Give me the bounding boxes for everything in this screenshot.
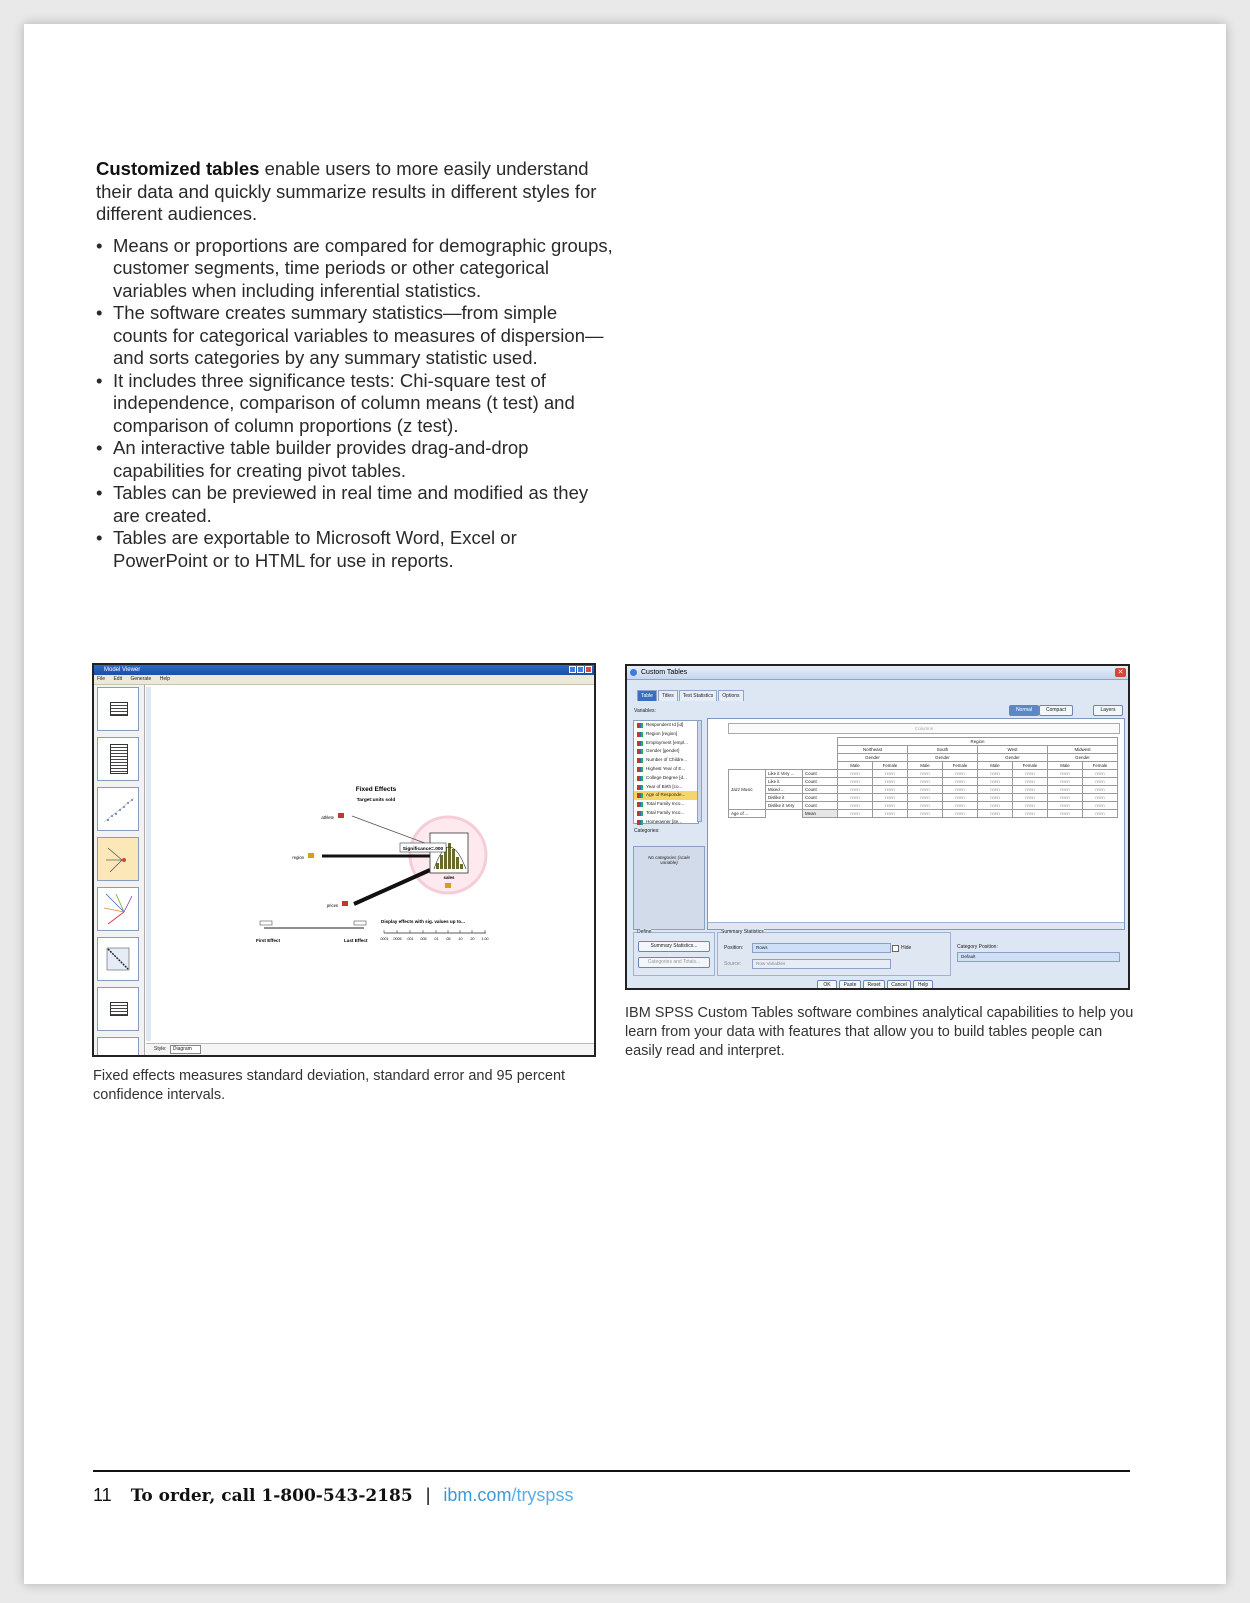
table-cell: nnnn (978, 802, 1013, 810)
region-column: Midwest (1048, 746, 1118, 754)
predictor-icon (338, 813, 344, 818)
menu-file[interactable]: File (97, 676, 106, 682)
predictor-icon (342, 901, 348, 906)
variable-item[interactable]: Gender [gender] (634, 747, 698, 756)
summary-statistics-button[interactable]: Summary Statistics... (638, 941, 710, 952)
source-label: Source: (724, 961, 742, 967)
table-icon (110, 744, 128, 774)
slider-left-handle[interactable] (260, 921, 272, 925)
table-row (729, 810, 1118, 818)
custom-tables-titlebar (627, 666, 1128, 680)
table-cell: nnnn (908, 794, 943, 802)
sig-tick-label: .10 (457, 937, 463, 941)
row-group-label: Jazz Music (729, 770, 766, 810)
table-cell: nnnn (908, 786, 943, 794)
table-cell: nnnn (1048, 802, 1083, 810)
feature-bullet: • The software creates summary statistics—from simple counts for categorical variables to measures of dispersion—and sorts categories by any summary statistic used. (96, 302, 616, 370)
table-cell: nnnn (978, 794, 1013, 802)
table-cell: nnnn (943, 770, 978, 778)
diagram-subtitle: Target:units sold (356, 798, 396, 803)
table-cell: nnnn (1083, 794, 1118, 802)
table-cell: nnnn (873, 770, 908, 778)
table-cell: nnnn (873, 802, 908, 810)
sex-column: Male (908, 762, 943, 770)
left-caption: Fixed effects measures standard deviation, standard error and 95 percent confidence intervals. (93, 1068, 566, 1103)
table-preview (728, 737, 1118, 818)
thumbnail-scrollbar[interactable] (146, 687, 151, 1041)
sex-column: Female (873, 762, 908, 770)
table-cell: nnnn (1083, 770, 1118, 778)
variable-item[interactable]: Number of Childre... (634, 756, 698, 765)
model-viewer-statusbar (146, 1043, 594, 1055)
table-cell: nnnn (1083, 778, 1118, 786)
intro-lead-text: enable users to more easily understand their data and quickly summarize results in different styles for different audiences. (96, 158, 597, 224)
slider-first-effect: First Effect (256, 938, 280, 943)
predictor-region: region (292, 855, 304, 860)
stat-label: Count (803, 770, 838, 778)
sig-tick-label: .05 (445, 937, 451, 941)
gender-header: Gender (838, 754, 908, 762)
sig-tick-label: .005 (419, 937, 427, 941)
footer (93, 1485, 573, 1506)
view-thumbnail[interactable] (97, 937, 139, 981)
table-row (729, 794, 1118, 802)
table-cell: nnnn (908, 770, 943, 778)
model-viewer-menubar (94, 675, 594, 685)
significance-filter-label: Display effects with sig. values up to... (381, 919, 465, 924)
table-icon (110, 702, 128, 716)
effects-diagram-thumbnail-icon (98, 838, 138, 880)
close-icon[interactable] (585, 666, 592, 673)
stat-label: Count (803, 794, 838, 802)
sig-tick-label: .20 (469, 937, 475, 941)
spss-app-icon (630, 669, 637, 676)
table-cell: nnnn (978, 770, 1013, 778)
variable-item[interactable]: Homeowner [ite... (634, 818, 698, 827)
feature-bullet: • Means or proportions are compared for demographic groups, customer segments, time periods or other categorical variables when including inferential statistics. (96, 235, 616, 303)
region-column: Northeast (838, 746, 908, 754)
variable-item-selected[interactable]: Age of Responde... (634, 791, 698, 800)
menu-help[interactable]: Help (159, 676, 171, 682)
position-label: Position: (724, 945, 744, 951)
window-controls (569, 666, 592, 673)
row-label: Dislike it Very (766, 802, 803, 810)
row-label: Dislike it (766, 794, 803, 802)
table-cell: nnnn (908, 778, 943, 786)
slider-last-effect: Last Effect (344, 938, 368, 943)
paste-button[interactable]: Paste (839, 980, 861, 990)
feature-list (96, 235, 616, 573)
style-label: Style: (154, 1046, 167, 1052)
table-cell: nnnn (1048, 778, 1083, 786)
summary-statistics-group (717, 929, 951, 976)
table-cell: nnnn (1083, 802, 1118, 810)
table-cell: nnnn (943, 794, 978, 802)
view-compact-button[interactable]: Compact (1039, 705, 1073, 716)
tab-options[interactable]: Options (718, 690, 743, 701)
table-cell: nnnn (943, 786, 978, 794)
model-viewer-title: Model Viewer (104, 667, 141, 673)
categories-totals-button[interactable]: Categories and Totals... (638, 957, 710, 968)
variables-scrollbar[interactable] (697, 720, 702, 822)
fan-thumbnail-icon (98, 888, 138, 930)
row-label: Like it (766, 778, 803, 786)
canvas-horizontal-scrollbar[interactable] (708, 922, 1124, 929)
page-number: 11 (93, 1485, 112, 1505)
table-cell: nnnn (1048, 786, 1083, 794)
hide-label: Hide (901, 945, 912, 951)
effect-line-prices (354, 870, 430, 904)
sig-tick-label: .01 (433, 937, 439, 941)
reset-button[interactable]: Reset (863, 980, 885, 990)
view-normal-button[interactable]: Normal (1009, 705, 1039, 716)
view-thumbnail[interactable] (97, 737, 139, 781)
view-thumbnail[interactable] (97, 987, 139, 1031)
variable-item[interactable]: Respondent Id [id] (634, 721, 698, 730)
cancel-button[interactable]: Cancel (887, 980, 911, 990)
website-domain: ibm.com (443, 1485, 512, 1505)
menu-generate[interactable]: Generate (130, 676, 152, 682)
menu-edit[interactable]: Edit (113, 676, 123, 682)
sig-tick-label: .0005 (392, 937, 402, 941)
footer-separator: | (425, 1485, 431, 1505)
model-viewer-titlebar (94, 665, 594, 675)
sex-column: Male (838, 762, 873, 770)
stat-label: Count (803, 802, 838, 810)
intro-paragraph (96, 158, 616, 226)
model-viewer-screenshot (92, 663, 596, 1057)
view-thumbnail[interactable] (97, 1037, 139, 1057)
view-thumbnail-strip (94, 685, 145, 1055)
table-canvas[interactable] (707, 718, 1125, 930)
table-row (729, 770, 1118, 778)
significance-ticks (384, 930, 485, 933)
categories-label: Categories: (634, 828, 660, 834)
variable-item[interactable]: Total Family Inco... (634, 809, 698, 818)
significance-label: Significance=.000 (402, 847, 444, 852)
feature-bullet: • Tables are exportable to Microsoft Word, Excel or PowerPoint or to HTML for use in reports. (96, 527, 616, 572)
table-row (729, 802, 1118, 810)
feature-bullet: • It includes three significance tests: Chi-square test of independence, comparison of column means (t test) and comparison of column proportions (z test). (96, 370, 616, 438)
variable-item[interactable]: College Degree [d... (634, 774, 698, 783)
region-column: West (978, 746, 1048, 754)
table-cell: nnnn (943, 802, 978, 810)
view-thumbnail-selected[interactable] (97, 837, 139, 881)
region-column: South (908, 746, 978, 754)
table-cell: nnnn (943, 778, 978, 786)
tab-table[interactable]: Table (637, 690, 657, 701)
gender-header: Gender (1048, 754, 1118, 762)
sig-tick-label: .001 (406, 937, 414, 941)
variable-item[interactable]: Region [region] (634, 730, 698, 739)
website-path: /tryspss (511, 1485, 574, 1505)
sig-tick-label: .0001 (379, 937, 389, 941)
table-cell: nnnn (838, 810, 873, 818)
summary-statistics-label: Summary Statistics (721, 929, 764, 935)
sig-tick-label: 1.00 (481, 937, 489, 941)
stat-label: Mean (803, 810, 838, 818)
sex-column: Female (1013, 762, 1048, 770)
variable-item[interactable]: Highest Year of E... (634, 765, 698, 774)
table-cell: nnnn (1013, 802, 1048, 810)
feature-bullet: • An interactive table builder provides drag-and-drop capabilities for creating pivot tables. (96, 437, 616, 482)
table-cell: nnnn (838, 786, 873, 794)
stat-label: Count (803, 778, 838, 786)
category-position-label: Category Position: (957, 944, 998, 950)
table-cell: nnnn (838, 778, 873, 786)
categories-empty-text: No categories (scale variable) (648, 855, 690, 865)
variable-item[interactable]: Total Family Inco... (634, 800, 698, 809)
table-cell: nnnn (943, 810, 978, 818)
feature-bullet: • Tables can be previewed in real time and modified as they are created. (96, 482, 616, 527)
intro-section (96, 158, 616, 572)
page-sheet (24, 24, 1226, 1584)
sex-column: Male (1048, 762, 1083, 770)
gender-header: Gender (908, 754, 978, 762)
categories-panel (633, 846, 705, 930)
row-label: Mixed ... (766, 786, 803, 794)
view-thumbnail[interactable] (97, 787, 139, 831)
table-row (729, 778, 1118, 786)
view-thumbnail[interactable] (97, 887, 139, 931)
custom-tables-screenshot (625, 664, 1130, 990)
table-cell: nnnn (1013, 770, 1048, 778)
source-dropdown[interactable]: Row Variables (752, 959, 891, 969)
sex-column: Male (978, 762, 1013, 770)
region-header: Region (838, 738, 1118, 746)
table-cell: nnnn (1048, 770, 1083, 778)
layers-button[interactable]: Layers (1093, 705, 1123, 716)
table-cell: nnnn (978, 778, 1013, 786)
predictor-athlete: athlete (321, 815, 334, 820)
ok-button[interactable]: OK (817, 980, 837, 990)
sex-column: Female (943, 762, 978, 770)
footer-rule (93, 1470, 1130, 1472)
scatter-thumbnail-icon (98, 788, 138, 830)
matrix-thumbnail-icon (98, 938, 138, 980)
table-cell: nnnn (873, 786, 908, 794)
gender-header: Gender (978, 754, 1048, 762)
maximize-icon[interactable] (577, 666, 584, 673)
table-cell: nnnn (1013, 794, 1048, 802)
table-cell: nnnn (873, 810, 908, 818)
target-label: sales (443, 875, 455, 880)
category-position-dropdown[interactable]: Default (957, 952, 1120, 962)
table-cell: nnnn (873, 778, 908, 786)
table-cell: nnnn (1083, 786, 1118, 794)
table-icon (110, 1002, 128, 1016)
table-cell: nnnn (1013, 810, 1048, 818)
table-cell: nnnn (978, 810, 1013, 818)
table-cell: nnnn (908, 802, 943, 810)
tab-titles[interactable]: Titles (658, 690, 678, 701)
slider-right-handle[interactable] (354, 921, 366, 925)
variable-item[interactable]: Year of Birth [co... (634, 783, 698, 792)
predictor-prices: prices (326, 903, 338, 908)
hide-checkbox[interactable] (892, 945, 899, 952)
table-cell: nnnn (1013, 778, 1048, 786)
help-button[interactable]: Help (913, 980, 933, 990)
variables-label: Variables: (634, 708, 656, 714)
stat-label: Count (803, 786, 838, 794)
table-cell: nnnn (1083, 810, 1118, 818)
tab-test-statistics[interactable]: Test Statistics (679, 690, 718, 701)
website-link[interactable] (443, 1485, 573, 1505)
row-label: Age of ... (729, 810, 766, 818)
intro-lead-bold: Customized tables (96, 158, 260, 179)
table-cell: nnnn (1013, 786, 1048, 794)
target-icon (445, 883, 451, 888)
table-cell: nnnn (873, 794, 908, 802)
table-cell: nnnn (1048, 794, 1083, 802)
variable-item[interactable]: Employment [empl... (634, 739, 698, 748)
define-label: Define (637, 929, 652, 935)
variables-list (633, 720, 699, 824)
table-cell: nnnn (838, 794, 873, 802)
table-cell: nnnn (978, 786, 1013, 794)
columns-drop-zone[interactable]: Columns (728, 723, 1120, 734)
table-cell: nnnn (838, 802, 873, 810)
row-label: Like it Very ... (766, 770, 803, 778)
define-group (633, 929, 715, 976)
table-cell: nnnn (838, 770, 873, 778)
table-cell: nnnn (908, 810, 943, 818)
close-icon[interactable]: ✕ (1115, 668, 1126, 677)
right-caption: IBM SPSS Custom Tables software combines analytical capabilities to help you learn from your data with features that allow you to build tables people can easily read and interpret. (625, 1005, 1134, 1059)
predictor-icon (308, 853, 314, 858)
minimize-icon[interactable] (569, 666, 576, 673)
view-thumbnail[interactable] (97, 687, 139, 731)
diagram-title: Fixed Effects (355, 786, 397, 793)
position-dropdown[interactable]: Rows (752, 943, 891, 953)
table-cell: nnnn (1048, 810, 1083, 818)
custom-tables-title: Custom Tables (641, 669, 688, 676)
fixed-effects-diagram (152, 685, 592, 1035)
order-phone: To order, call 1-800-543-2185 (130, 1486, 413, 1506)
custom-tables-body (627, 680, 1128, 988)
sex-column: Female (1083, 762, 1118, 770)
dialog-tabs (637, 690, 745, 701)
table-row (729, 786, 1118, 794)
style-dropdown[interactable]: Diagram (170, 1045, 201, 1054)
